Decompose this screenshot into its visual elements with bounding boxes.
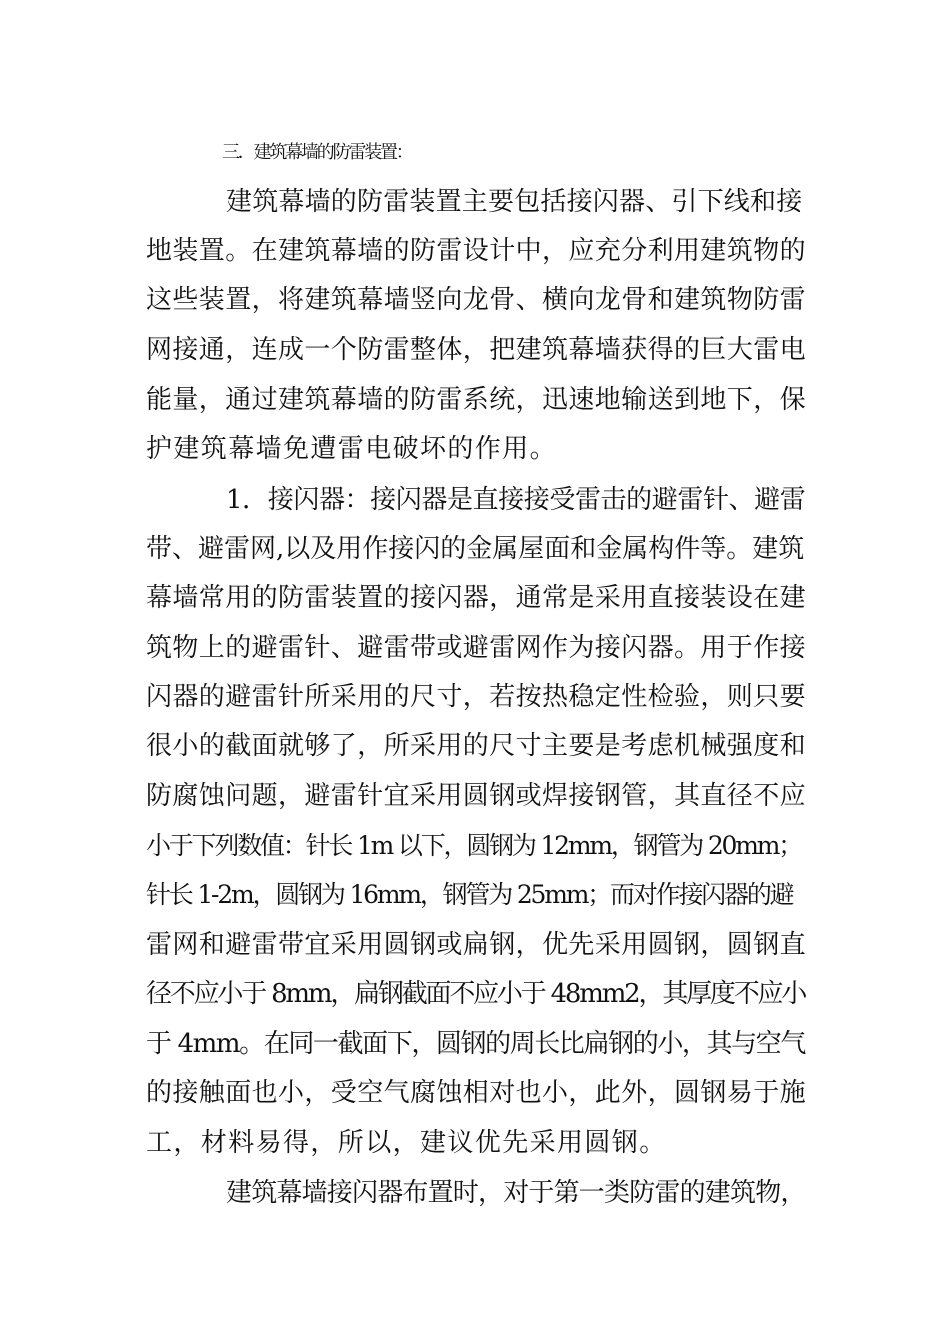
paragraph-line: 护建筑幕墙免遭雷电破坏的作用。 (146, 434, 558, 464)
paragraph-line: 带、避雷网,以及用作接闪的金属屋面和金属构件等。建筑 (146, 534, 805, 564)
paragraph-line: 这些装置，将建筑幕墙竖向龙骨、横向龙骨和建筑物防雷 (146, 285, 807, 315)
paragraph-line: 工，材料易得，所以，建议优先采用圆钢。 (146, 1128, 667, 1158)
paragraph-line: 的接触面也小，受空气腐蚀相对也小，此外，圆钢易于施 (146, 1078, 807, 1108)
paragraph-line: 防腐蚀问题，避雷针宜采用圆钢或焊接钢管，其直径不应 (146, 781, 807, 811)
paragraph-line: 幕墙常用的防雷装置的接闪器，通常是采用直接装设在建 (146, 583, 807, 613)
paragraph-line: 能量，通过建筑幕墙的防雷系统，迅速地输送到地下，保 (146, 385, 807, 415)
paragraph-line: 1．接闪器：接闪器是直接接受雷击的避雷针、避雷 (226, 485, 806, 515)
paragraph-line: 于 4mm。在同一截面下，圆钢的周长比扁钢的小，其与空气 (146, 1029, 805, 1059)
paragraph-line: 闪器的避雷针所采用的尺寸，若按热稳定性检验，则只要 (146, 682, 807, 712)
paragraph-line: 雷网和避雷带宜采用圆钢或扁钢，优先采用圆钢，圆钢直 (146, 930, 807, 960)
paragraph-line: 地装置。在建筑幕墙的防雷设计中，应充分利用建筑物的 (146, 236, 807, 266)
paragraph-line: 筑物上的避雷针、避雷带或避雷网作为接闪器。用于作接 (146, 633, 807, 663)
paragraph-line: 针长 1-2m，圆钢为 16mm，钢管为 25mm；而对作接闪器的避 (146, 880, 793, 909)
paragraph-line: 小于下列数值：针长 1m 以下，圆钢为 12mm，钢管为 20mm； (146, 831, 802, 860)
paragraph-line: 网接通，连成一个防雷整体，把建筑幕墙获得的巨大雷电 (146, 335, 807, 365)
section-heading: 三．建筑幕墙的防雷装置： (222, 142, 412, 163)
paragraph-line: 建筑幕墙接闪器布置时，对于第一类防雷的建筑物， (226, 1178, 806, 1208)
paragraph-line: 径不应小于 8mm，扁钢截面不应小于 48mm2，其厚度不应小 (146, 979, 806, 1009)
paragraph-line: 很小的截面就够了，所采用的尺寸主要是考虑机械强度和 (146, 731, 807, 761)
paragraph-line: 建筑幕墙的防雷装置主要包括接闪器、引下线和接 (226, 187, 803, 217)
